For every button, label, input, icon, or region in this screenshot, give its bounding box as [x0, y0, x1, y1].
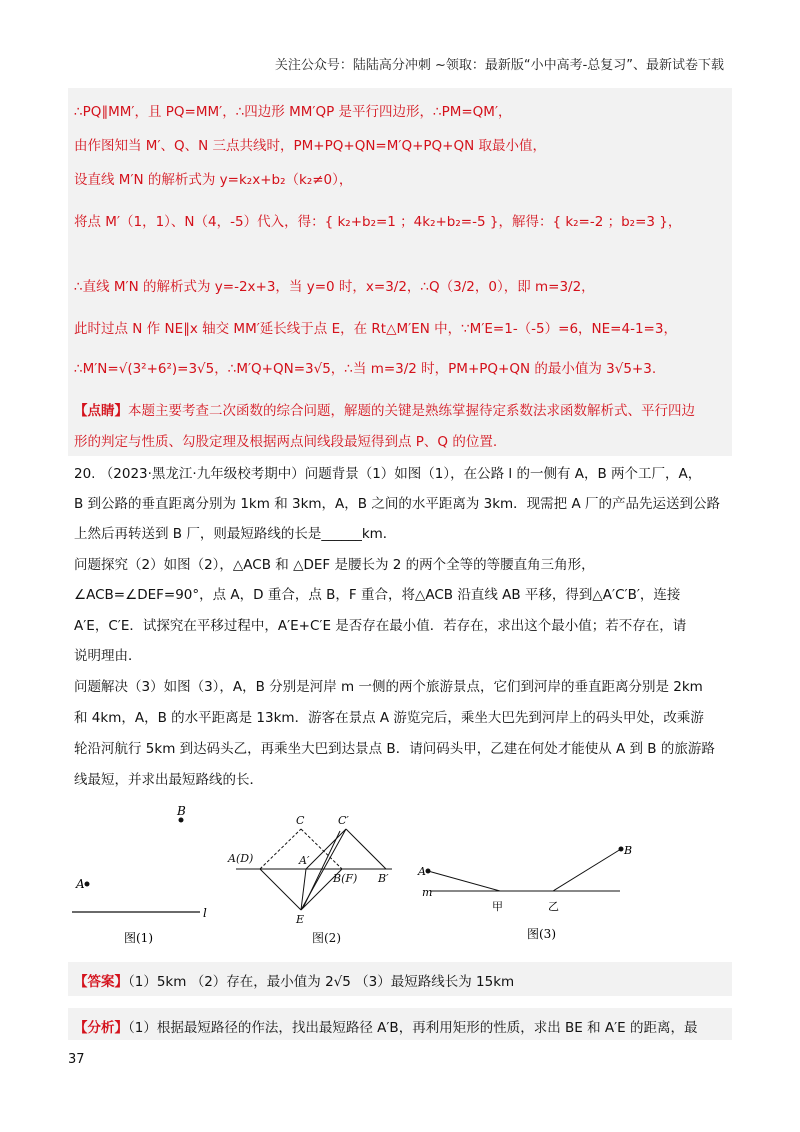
problem-line-8: 问题解决（3）如图（3），A，B 分别是河岸 m 一侧的两个旅游景点，它们到河岸的垂直距离分别是 2km [74, 679, 703, 695]
fig2-label-bp: B′ [378, 872, 389, 885]
fig3-label-m: m [422, 886, 433, 899]
dianjing-tag: 【点睛】 [74, 403, 128, 419]
fig2-label-bf: B(F) [333, 872, 358, 885]
solution-line-4: 将点 M′（1，1）、N（4，-5）代入，得：{ k₂+b₂=1 ；4k₂+b₂=-5 }，解得：{ k₂=-2 ；b₂=3 }， [74, 214, 682, 230]
problem-line-11: 线最短，并求出最短路线的长． [74, 772, 263, 788]
solution-line-3: 设直线 M′N 的解析式为 y=k₂x+b₂（k₂≠0）， [74, 172, 353, 188]
fig1-label-l: l [203, 906, 207, 920]
fig3-caption: 图(3) [527, 927, 556, 941]
problem-line-6: A′E，C′E．试探究在平移过程中，A′E+C′E 是否存在最小值．若存在，求出这个最小值；若不存在，请 [74, 618, 687, 634]
problem-line-5: ∠ACB=∠DEF=90°，点 A，D 重合，点 B，F 重合，将△ACB 沿直线 AB 平移，得到△A′C′B′，连接 [74, 587, 681, 603]
segment-de [260, 869, 301, 910]
answer-tag: 【答案】 [74, 974, 128, 990]
answer-text: （1）5km （2）存在，最小值为 2√5 （3）最短路线长为 15km [128, 974, 515, 990]
segment-cpbp [346, 829, 386, 869]
problem-line-4: 问题探究（2）如图（2），△ACB 和 △DEF 是腰长为 2 的两个全等的等腰直角三角形， [74, 557, 595, 573]
fig3-label-b: B [624, 844, 633, 857]
analysis-tag: 【分析】 [74, 1020, 128, 1036]
fig2-label-cp: C′ [338, 814, 349, 827]
page-header: 关注公众号：陆陆高分冲刺 ~领取：最新版“小中高考-总复习”、最新试卷下载 [274, 58, 724, 73]
fig1-label-b: B [177, 804, 186, 818]
problem-line-7: 说明理由． [74, 648, 142, 664]
figures [0, 800, 800, 950]
analysis-line [74, 1016, 697, 1036]
fig3-label-a: A [418, 865, 426, 878]
figure-2 [227, 814, 392, 945]
fig1-label-a: A [76, 877, 85, 891]
point-b [179, 818, 184, 823]
solution-line-1: ∴PQ∥MM′，且 PQ=MM′，∴四边形 MM′QP 是平行四边形，∴PM=QM′， [74, 104, 512, 120]
analysis-text: （1）根据最短路径的作法，找出最短路径 A′B，再利用矩形的性质，求出 BE 和 A′E 的距离，最 [128, 1020, 698, 1036]
solution-line-6: 此时过点 N 作 NE∥x 轴交 MM′延长线于点 E，在 Rt△M′EN 中，∵M′E=1-（-5）=6，NE=4-1=3， [74, 321, 677, 337]
problem-line-9: 和 4km，A，B 的水平距离是 13km．游客在景点 A 游览完后，乘坐大巴先到河岸上的码头甲处，改乘游 [74, 710, 704, 726]
dianjing-line-1 [74, 399, 695, 419]
dianjing-text-1: 本题主要考查二次函数的综合问题，解题的关键是熟练掌握待定系数法求函数解析式、平行四边 [128, 403, 695, 419]
problem-line-1: 20. （2023·黑龙江·九年级校考期中）问题背景（1）如图（1），在公路 l 的一侧有 A，B 两个工厂，A， [74, 466, 702, 482]
fig2-caption: 图(2) [312, 931, 341, 945]
figure-1 [72, 804, 207, 945]
point-a [85, 882, 90, 887]
fig3-label-yi: 乙 [548, 900, 559, 913]
path-yi-b [553, 849, 621, 891]
problem-line-3: 上然后再转送到 B 厂，则最短路线的长是______km． [74, 526, 397, 542]
problem-line-2: B 到公路的垂直距离分别为 1km 和 3km，A，B 之间的水平距离为 3km．现需把 A 厂的产品先运送到公路 [74, 496, 720, 512]
solution-line-7: ∴M′N=√(3²+6²)=3√5，∴M′Q+QN=3√5，∴当 m=3/2 时，PM+PQ+QN 的最小值为 3√5+3. [74, 361, 657, 377]
figure-3 [417, 844, 632, 941]
problem-line-10: 轮沿河航行 5km 到达码头乙，再乘坐大巴到达景点 B．请问码头甲，乙建在何处才能使从 A 到 B 的旅游路 [74, 741, 715, 757]
solution-line-2: 由作图知当 M′、Q、N 三点共线时，PM+PQ+QN=M′Q+PQ+QN 取最小值， [74, 138, 546, 154]
fig3-label-jia: 甲 [492, 900, 503, 913]
path-a-jia [428, 871, 500, 891]
segment-apcp [306, 829, 346, 869]
solution-line-5: ∴直线 M′N 的解析式为 y=-2x+3，当 y=0 时，x=3/2，∴Q（3/2，0），即 m=3/2， [74, 279, 595, 295]
page-number: 37 [68, 1052, 85, 1067]
fig2-label-ad: A(D) [228, 852, 254, 865]
fig1-caption: 图(1) [124, 931, 153, 945]
fig2-label-ap: A′ [299, 854, 310, 867]
dianjing-line-2: 形的判定与性质、勾股定理及根据两点间线段最短得到点 P、Q 的位置. [74, 434, 498, 450]
segment-ac [260, 829, 301, 869]
fig2-label-e: E [296, 913, 305, 926]
fig2-label-c: C [296, 814, 305, 827]
answer-line [74, 970, 514, 990]
